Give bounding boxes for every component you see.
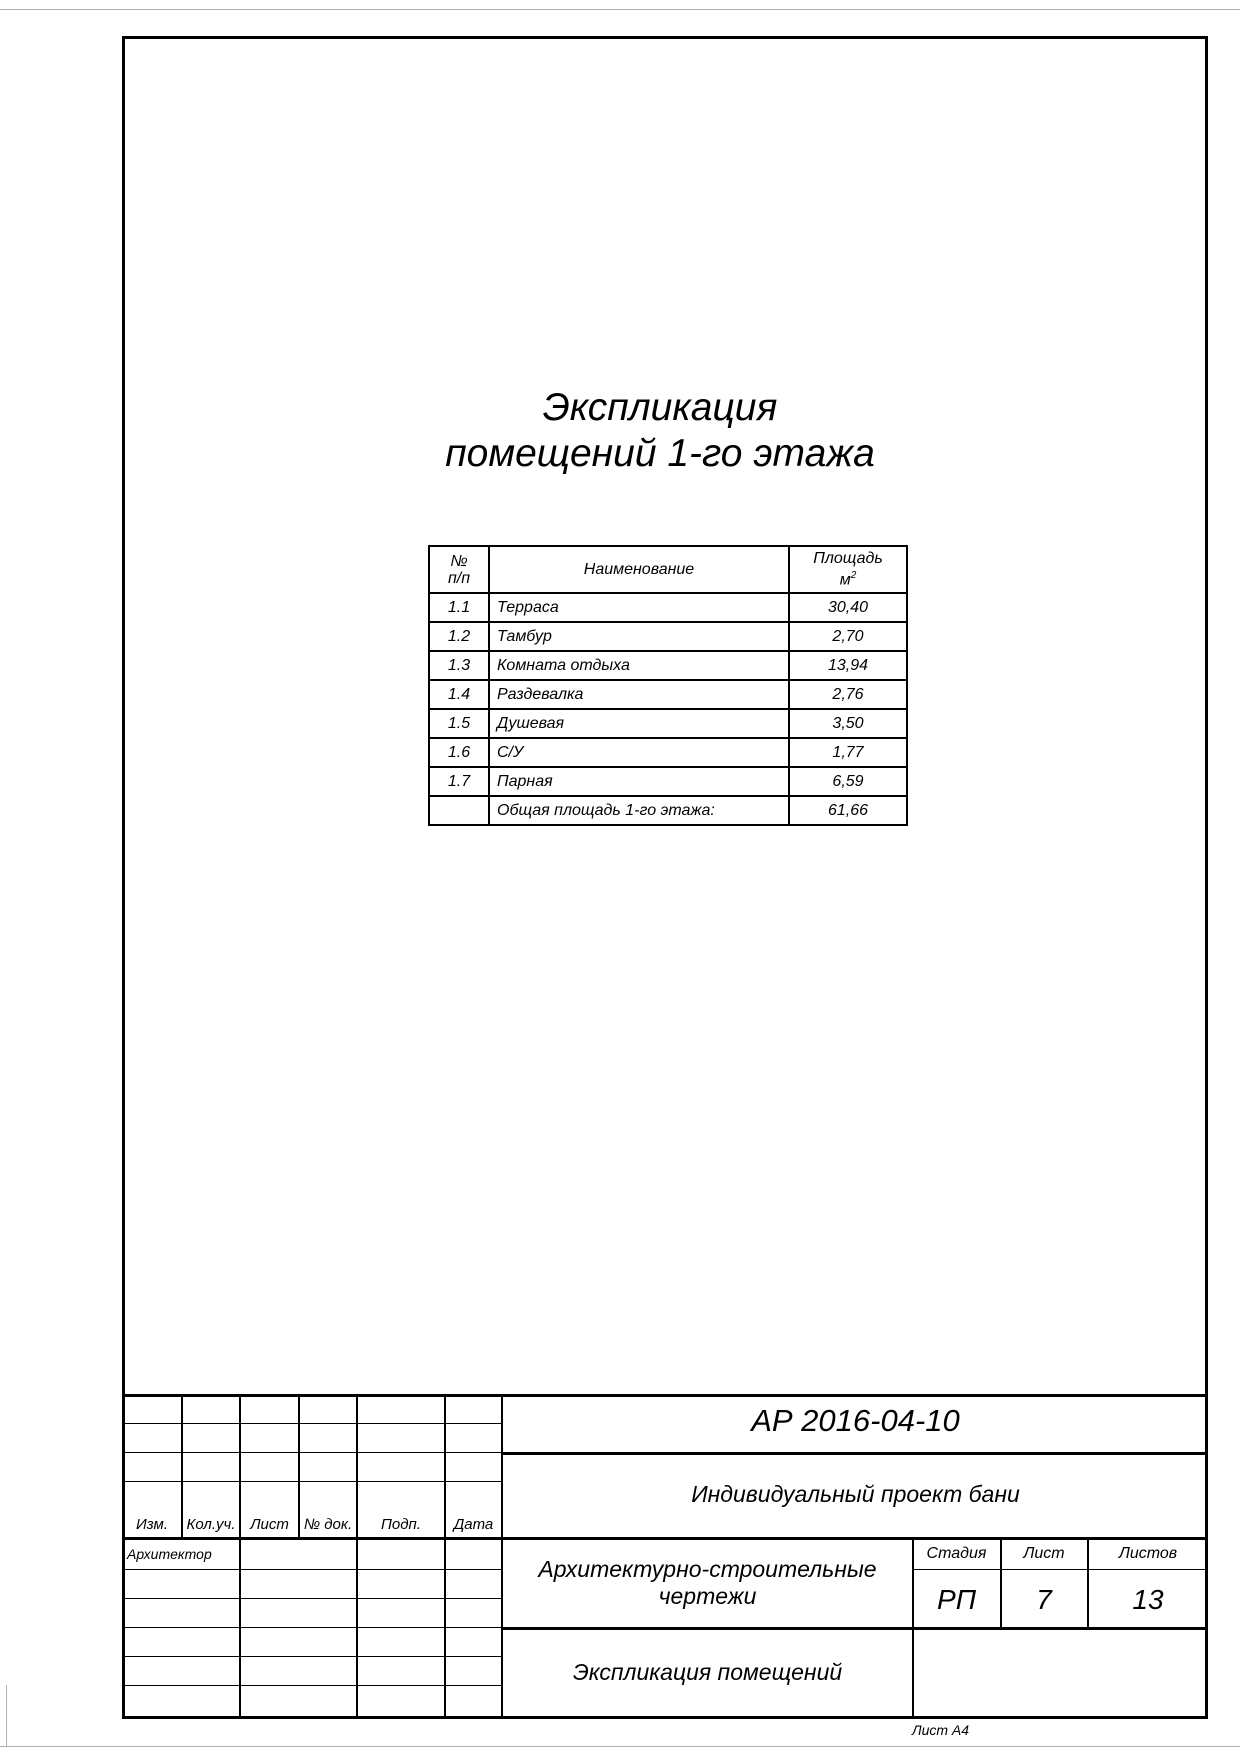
row-num: 1.5 xyxy=(429,709,489,738)
explication-table xyxy=(428,545,908,826)
total-name: Общая площадь 1-го этажа: xyxy=(489,796,789,825)
row-area: 6,59 xyxy=(789,767,907,796)
row-num: 1.4 xyxy=(429,680,489,709)
stamp-code: АР 2016-04-10 xyxy=(751,1403,960,1438)
header-num xyxy=(429,546,489,593)
stamp-line xyxy=(444,1394,446,1716)
header-area-line1: Площадь xyxy=(813,550,883,568)
table-row xyxy=(429,593,907,622)
row-num: 1.1 xyxy=(429,593,489,622)
stamp-line xyxy=(502,1452,1208,1455)
drawing-frame xyxy=(122,36,1208,1719)
stamp-col-izm: Изм. xyxy=(136,1516,168,1533)
row-area: 1,77 xyxy=(789,738,907,767)
stamp-line xyxy=(356,1394,358,1716)
page-edge-left xyxy=(6,1685,7,1747)
row-name: Комната отдыха xyxy=(489,651,789,680)
title-line-1: Экспликация xyxy=(542,386,778,429)
row-name: Душевая xyxy=(489,709,789,738)
table-row xyxy=(429,622,907,651)
row-area: 3,50 xyxy=(789,709,907,738)
stamp-role: Архитектор xyxy=(127,1546,212,1562)
table-row xyxy=(429,680,907,709)
stamp-line xyxy=(912,1569,1208,1570)
row-num: 1.7 xyxy=(429,767,489,796)
row-num: 1.3 xyxy=(429,651,489,680)
table-row xyxy=(429,767,907,796)
stamp-col-doc: № док. xyxy=(303,1516,353,1533)
page-title xyxy=(330,385,990,477)
stamp-col-list: Лист xyxy=(250,1516,289,1533)
stamp-line xyxy=(239,1394,241,1716)
page-edge-bottom xyxy=(0,1746,1240,1747)
table-row xyxy=(429,651,907,680)
stamp-col-kol: Кол.уч. xyxy=(186,1516,236,1533)
stamp-stage-label: Стадия xyxy=(926,1545,987,1562)
row-name: Терраса xyxy=(489,593,789,622)
row-name: Раздевалка xyxy=(489,680,789,709)
stamp-sheets-label: Листов xyxy=(1118,1545,1178,1562)
stamp-line xyxy=(122,1537,1208,1540)
stamp-line xyxy=(502,1627,1208,1630)
stamp-sheets: 13 xyxy=(1132,1584,1164,1615)
stamp-col-podp: Подп. xyxy=(381,1516,421,1533)
header-num-line1: № xyxy=(450,552,468,570)
row-name: Парная xyxy=(489,767,789,796)
stamp-sheet-name: Экспликация помещений xyxy=(572,1659,843,1685)
header-area-unit xyxy=(790,567,906,588)
row-area: 13,94 xyxy=(789,651,907,680)
area-unit: м xyxy=(839,571,851,589)
table-row xyxy=(429,738,907,767)
row-num: 1.6 xyxy=(429,738,489,767)
stamp-section xyxy=(503,1556,912,1610)
stamp-section-line2: чертежи xyxy=(658,1583,757,1609)
stamp-section-line1: Архитектурно-строительные xyxy=(538,1556,877,1582)
stamp-stage: РП xyxy=(937,1584,976,1615)
row-area: 2,70 xyxy=(789,622,907,651)
header-name: Наименование xyxy=(489,546,789,593)
table-row xyxy=(429,709,907,738)
sheet-format-label: Лист А4 xyxy=(912,1722,970,1738)
header-area xyxy=(789,546,907,593)
stamp-col-data: Дата xyxy=(453,1516,494,1533)
area-unit-sup: 2 xyxy=(850,570,857,582)
header-num-line2: п/п xyxy=(447,569,471,587)
row-area: 2,76 xyxy=(789,680,907,709)
stamp-line xyxy=(912,1537,914,1716)
row-name: Тамбур xyxy=(489,622,789,651)
total-area: 61,66 xyxy=(789,796,907,825)
stamp-sheet-label: Лист xyxy=(1023,1545,1065,1562)
stamp-sheet: 7 xyxy=(1036,1584,1052,1615)
table-header-row xyxy=(429,546,907,593)
total-num xyxy=(429,796,489,825)
stamp-project: Индивидуальный проект бани xyxy=(691,1481,1020,1507)
title-line-2: помещений 1-го этажа xyxy=(445,432,875,475)
row-area: 30,40 xyxy=(789,593,907,622)
row-num: 1.2 xyxy=(429,622,489,651)
table-total-row xyxy=(429,796,907,825)
row-name: С/У xyxy=(489,738,789,767)
stamp-line xyxy=(122,1394,1208,1397)
page-edge-top xyxy=(0,9,1240,10)
